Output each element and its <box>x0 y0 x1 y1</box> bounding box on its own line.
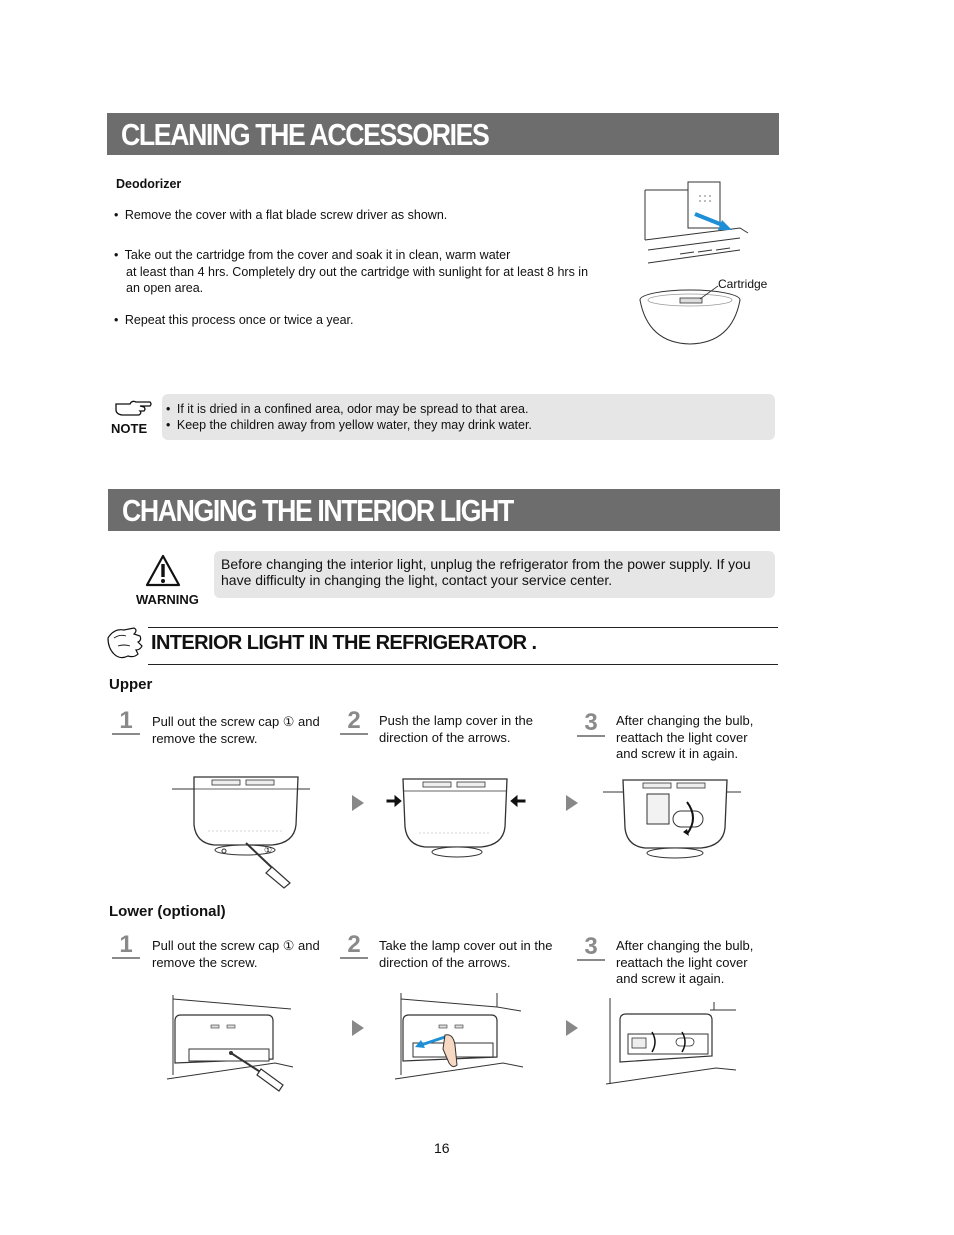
lower-lamp-illustration-3 <box>606 998 740 1088</box>
warning-triangle-icon <box>145 554 181 588</box>
note-item: • If it is dried in a confined area, odor may be spread to that area. <box>166 401 528 418</box>
divider <box>148 627 778 628</box>
bullet-item: • Repeat this process once or twice a year. <box>114 312 353 329</box>
deodorizer-heading: Deodorizer <box>116 177 182 191</box>
bullet-continuation: an open area. <box>126 281 204 295</box>
step-number: 3 <box>577 935 605 961</box>
next-step-arrow <box>352 1020 364 1036</box>
deodorizer-cover-illustration <box>640 178 755 268</box>
note-label: NOTE <box>111 421 148 436</box>
cartridge-label: Cartridge <box>718 277 768 291</box>
step-text: After changing the bulb, reattach the light cover and screw it in again. <box>616 713 754 761</box>
step-number: 2 <box>340 933 368 959</box>
section-banner-cleaning <box>107 113 779 155</box>
step-text: Take the lamp cover out in the direction of the arrows. <box>379 938 553 970</box>
next-step-arrow <box>352 795 364 811</box>
step-text: After changing the bulb, reattach the light cover and screw it again. <box>616 938 754 986</box>
section-banner-interior-light <box>108 489 780 531</box>
lower-lamp-illustration-2 <box>393 993 528 1088</box>
bullet-continuation: at least than 4 hrs. Completely dry out the cartridge with sunlight for at least 8 hrs in <box>126 265 589 279</box>
step-number: 3 <box>577 711 605 737</box>
step-number: 1 <box>112 709 140 735</box>
step-text: Pull out the screw cap ① and remove the screw. <box>152 938 320 970</box>
section-title: CLEANING THE ACCESSORIES <box>121 117 489 152</box>
warning-label: WARNING <box>136 592 199 607</box>
divider <box>148 664 778 665</box>
subsection-title: INTERIOR LIGHT IN THE REFRIGERATOR . <box>151 632 537 654</box>
section-title: CHANGING THE INTERIOR LIGHT <box>122 493 513 528</box>
bullet-item: • Remove the cover with a flat blade screw driver as shown. <box>114 207 447 224</box>
lower-label: Lower (optional) <box>109 903 226 920</box>
step-text: Pull out the screw cap ① and remove the screw. <box>152 714 320 746</box>
writing-hand-icon <box>104 624 146 662</box>
note-item: • Keep the children away from yellow water, they may drink water. <box>166 417 532 434</box>
upper-lamp-illustration-3 <box>603 778 743 863</box>
step-text: Push the lamp cover in the direction of the arrows. <box>379 713 533 745</box>
upper-label: Upper <box>109 676 153 693</box>
cartridge-bowl-illustration <box>638 288 748 348</box>
next-step-arrow <box>566 1020 578 1036</box>
warning-text: Before changing the interior light, unplug the refrigerator from the power supply. If you <box>221 556 751 572</box>
bullet-item: • Take out the cartridge from the cover and soak it in clean, warm water <box>114 247 510 264</box>
step-number: 2 <box>340 709 368 735</box>
pointing-hand-icon <box>114 398 154 418</box>
callout-1: ① <box>264 846 273 856</box>
upper-lamp-illustration-2 <box>385 777 530 862</box>
warning-text: have difficulty in changing the light, contact your service center. <box>221 572 613 588</box>
lower-lamp-illustration-1 <box>165 995 295 1095</box>
upper-lamp-illustration-1 <box>172 775 312 890</box>
next-step-arrow <box>566 795 578 811</box>
page-number: 16 <box>434 1140 450 1156</box>
step-number: 1 <box>112 933 140 959</box>
